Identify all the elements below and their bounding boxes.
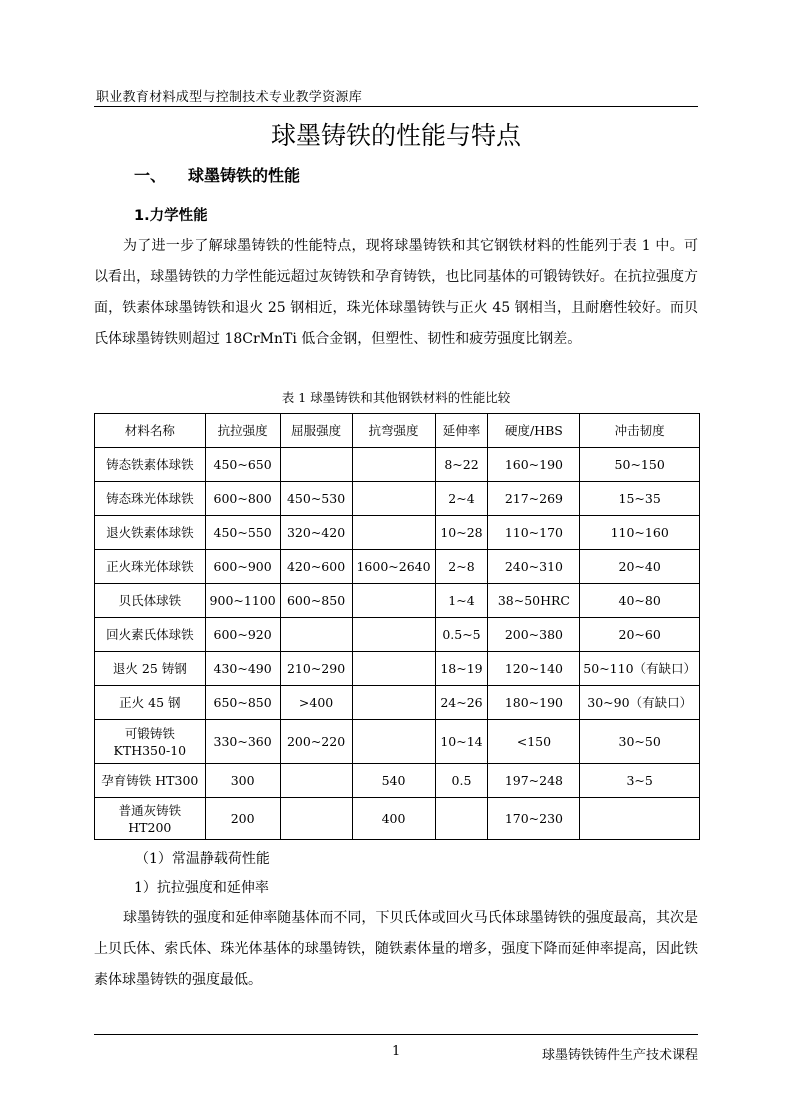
table-cell: 400 [352,798,435,840]
table-cell: 420~600 [280,550,352,584]
table-cell: 430~490 [205,652,280,686]
table-cell: 450~550 [205,516,280,550]
table-row [95,550,700,584]
table-cell: 197~248 [488,764,580,798]
table-cell: 30~90（有缺口） [580,686,700,720]
table-cell: 15~35 [580,482,700,516]
properties-table [94,413,700,840]
table-cell: 200 [205,798,280,840]
material-name-cell: 退火 25 铸钢 [95,652,206,686]
table-header-row [95,414,700,448]
table-cell: 1~4 [435,584,488,618]
table-row [95,764,700,798]
table-cell: 2~8 [435,550,488,584]
table-cell: 540 [352,764,435,798]
table-row [95,798,700,840]
table-cell [280,798,352,840]
table-cell: 200~220 [280,720,352,764]
table-cell: 210~290 [280,652,352,686]
table-cell: 170~230 [488,798,580,840]
page-title: 球墨铸铁的性能与特点 [270,121,521,150]
column-header: 延伸率 [435,414,488,448]
table-row [95,618,700,652]
table-cell: 8~22 [435,448,488,482]
table-cell: 160~190 [488,448,580,482]
table-cell: 0.5~5 [435,618,488,652]
table-cell [580,798,700,840]
table-cell [435,798,488,840]
section-heading-text: 球墨铸铁的性能 [188,166,301,185]
table-caption: 表 1 球墨铸铁和其他钢铁材料的性能比较 [281,390,511,405]
table-cell: >400 [280,686,352,720]
material-name-cell: 孕育铸铁 HT300 [95,764,206,798]
table-cell: 200~380 [488,618,580,652]
section-number: 一、 [134,166,167,185]
table-cell: 600~900 [205,550,280,584]
table-cell: 10~14 [435,720,488,764]
column-header: 屈服强度 [280,414,352,448]
table-cell: 18~19 [435,652,488,686]
column-header: 抗弯强度 [352,414,435,448]
table-row [95,652,700,686]
table-cell: 24~26 [435,686,488,720]
subheading-static-load: （1）常温静载荷性能 [135,851,270,867]
table-cell: 20~40 [580,550,700,584]
table-cell: 0.5 [435,764,488,798]
page-number: 1 [392,1044,401,1059]
material-name-cell: 贝氏体球铁 [95,584,206,618]
table-cell [280,764,352,798]
column-header: 冲击韧度 [580,414,700,448]
material-name-cell: 正火 45 钢 [95,686,206,720]
table-cell: 650~850 [205,686,280,720]
material-name-cell: 回火素氏体球铁 [95,618,206,652]
material-name-cell: 退火铁素体球铁 [95,516,206,550]
table-cell [352,686,435,720]
material-name-cell: 正火珠光体球铁 [95,550,206,584]
intro-paragraph: 为了进一步了解球墨铸铁的性能特点，现将球墨铸铁和其它钢铁材料的性能列于表 1 中。可以看出，球墨铸铁的力学性能远超过灰铸铁和孕育铸铁，也比同基体的可锻铸铁好。在抗拉强度方面，铁素体球墨铸铁和退火 25 钢相近，珠光体球墨铸铁与正火 45 钢相当，且耐磨性较好。而贝氏体球墨铸铁则超过 18CrMnTi 低合金钢，但塑性、韧性和疲劳强度比钢差。 [94,238,698,347]
column-header: 抗拉强度 [205,414,280,448]
table-cell: 1600~2640 [352,550,435,584]
table-cell: <150 [488,720,580,764]
table-cell: 320~420 [280,516,352,550]
table-cell [352,482,435,516]
table-cell [280,448,352,482]
table-cell: 217~269 [488,482,580,516]
material-name-cell: 可锻铸铁 KTH350-10 [95,720,206,764]
table-cell: 450~530 [280,482,352,516]
table-cell: 2~4 [435,482,488,516]
table-cell: 600~850 [280,584,352,618]
table-cell [352,448,435,482]
table-cell: 120~140 [488,652,580,686]
table-row [95,584,700,618]
table-cell: 900~1100 [205,584,280,618]
footer-rule [94,1034,698,1035]
table-body [95,448,700,840]
table-cell [352,720,435,764]
material-name-cell: 普通灰铸铁 HT200 [95,798,206,840]
subheading-tensile: 1）抗拉强度和延伸率 [134,880,269,896]
table-cell: 600~920 [205,618,280,652]
table-row [95,482,700,516]
table-cell: 450~650 [205,448,280,482]
column-header: 硬度/HBS [488,414,580,448]
table-cell: 50~150 [580,448,700,482]
table-cell: 40~80 [580,584,700,618]
material-name-cell: 铸态珠光体球铁 [95,482,206,516]
table-cell: 3~5 [580,764,700,798]
table-cell: 110~170 [488,516,580,550]
section-heading [134,163,300,186]
subsection-heading: 1.力学性能 [134,208,208,224]
table-cell: 240~310 [488,550,580,584]
table-cell [352,584,435,618]
table-row [95,516,700,550]
running-footer: 球墨铸铁铸件生产技术课程 [541,1048,698,1063]
table-row [95,686,700,720]
header-rule [94,106,698,107]
table-cell [352,652,435,686]
material-name-cell: 铸态铁素体球铁 [95,448,206,482]
table-cell: 300 [205,764,280,798]
running-header: 职业教育材料成型与控制技术专业教学资源库 [96,90,363,105]
table-cell: 20~60 [580,618,700,652]
table-cell: 110~160 [580,516,700,550]
table-cell: 180~190 [488,686,580,720]
strength-paragraph: 球墨铸铁的强度和延伸率随基体而不同，下贝氏体或回火马氏体球墨铸铁的强度最高，其次是上贝氏体、索氏体、珠光体基体的球墨铸铁，随铁素体量的增多，强度下降而延伸率提高，因此铁素体球墨铸铁的强度最低。 [94,910,698,988]
table-cell [280,618,352,652]
table-row [95,448,700,482]
column-header: 材料名称 [95,414,206,448]
table-cell: 38~50HRC [488,584,580,618]
table-cell: 10~28 [435,516,488,550]
table-cell: 30~50 [580,720,700,764]
table-cell: 50~110（有缺口） [580,652,700,686]
table-cell [352,516,435,550]
table-cell [352,618,435,652]
table-cell: 330~360 [205,720,280,764]
table-row [95,720,700,764]
table-cell: 600~800 [205,482,280,516]
